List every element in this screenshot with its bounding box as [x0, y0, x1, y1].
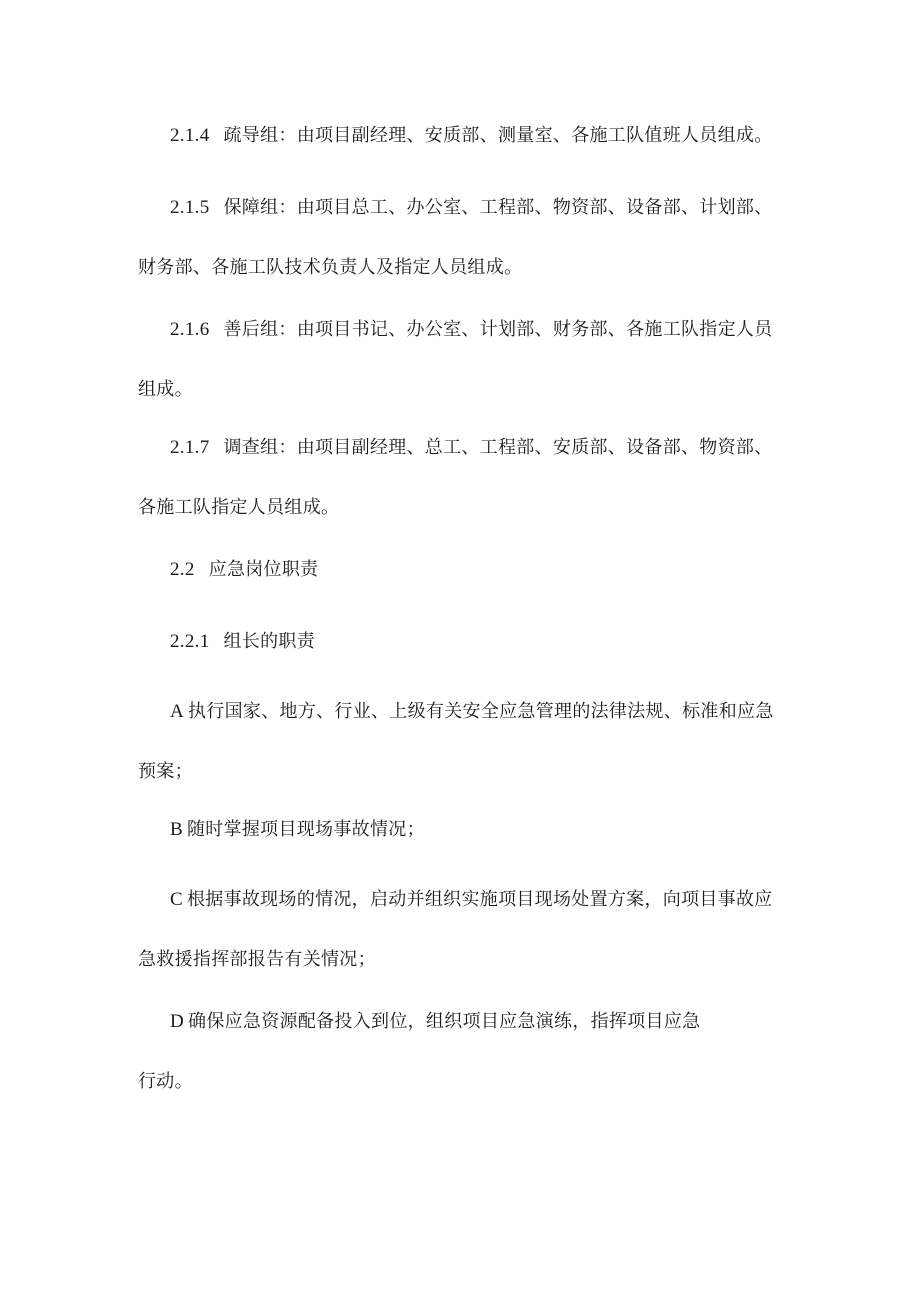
section-2-1-7 [138, 418, 798, 538]
duty-line-2: 行动。 [138, 1071, 193, 1092]
duty-text: 随时掌握项目现场事故情况； [186, 819, 425, 840]
section-line-1 [138, 612, 798, 672]
duty-line-1 [138, 682, 798, 742]
section-line-1 [138, 418, 798, 478]
duty-text: 执行国家、地方、行业、上级有关安全应急管理的法律法规、标准和应急 [188, 701, 774, 722]
duty-tag: D [170, 1011, 185, 1032]
section-text: 保障组：由项目总工、办公室、工程部、物资部、设备部、计划部、 [223, 197, 773, 218]
duty-line-1 [138, 870, 798, 930]
section-2-2-1 [138, 612, 798, 672]
duty-tag: B [170, 819, 183, 840]
section-text: 调查组：由项目副经理、总工、工程部、安质部、设备部、物资部、 [223, 437, 773, 458]
duty-item-b [138, 800, 798, 860]
section-2-1-6 [138, 300, 798, 420]
section-line-2: 各施工队指定人员组成。 [138, 497, 340, 518]
section-2-1-4 [138, 106, 798, 166]
duty-text: 根据事故现场的情况，启动并组织实施项目现场处置方案，向项目事故应 [186, 889, 773, 910]
section-line-1 [138, 540, 798, 600]
section-text: 善后组：由项目书记、办公室、计划部、财务部、各施工队指定人员 [223, 319, 773, 340]
section-number: 2.2.1 [170, 631, 210, 652]
duty-line-2: 急救援指挥部报告有关情况； [138, 949, 376, 970]
duty-tag: A [170, 701, 185, 722]
duty-text: 确保应急资源配备投入到位，组织项目应急演练，指挥项目应急 [188, 1011, 701, 1032]
section-heading: 组长的职责 [223, 631, 315, 652]
section-number: 2.2 [170, 559, 195, 580]
section-heading: 应急岗位职责 [208, 559, 319, 580]
duty-item-c [138, 870, 798, 990]
section-line-1 [138, 178, 798, 238]
duty-line-1 [138, 800, 798, 860]
section-text: 疏导组：由项目副经理、安质部、测量室、各施工队值班人员组成。 [223, 125, 773, 146]
section-line-2: 组成。 [138, 379, 193, 400]
section-number: 2.1.7 [170, 437, 210, 458]
section-line-1 [138, 300, 798, 360]
section-line-1 [138, 106, 798, 166]
section-line-2: 财务部、各施工队技术负责人及指定人员组成。 [138, 257, 523, 278]
section-2-2 [138, 540, 798, 600]
duty-line-1 [138, 992, 798, 1052]
duty-item-d [138, 992, 798, 1112]
section-number: 2.1.5 [170, 197, 210, 218]
duty-item-a [138, 682, 798, 802]
section-number: 2.1.4 [170, 125, 210, 146]
section-2-1-5 [138, 178, 798, 298]
section-number: 2.1.6 [170, 319, 210, 340]
duty-tag: C [170, 889, 183, 910]
duty-line-2: 预案； [138, 761, 193, 782]
